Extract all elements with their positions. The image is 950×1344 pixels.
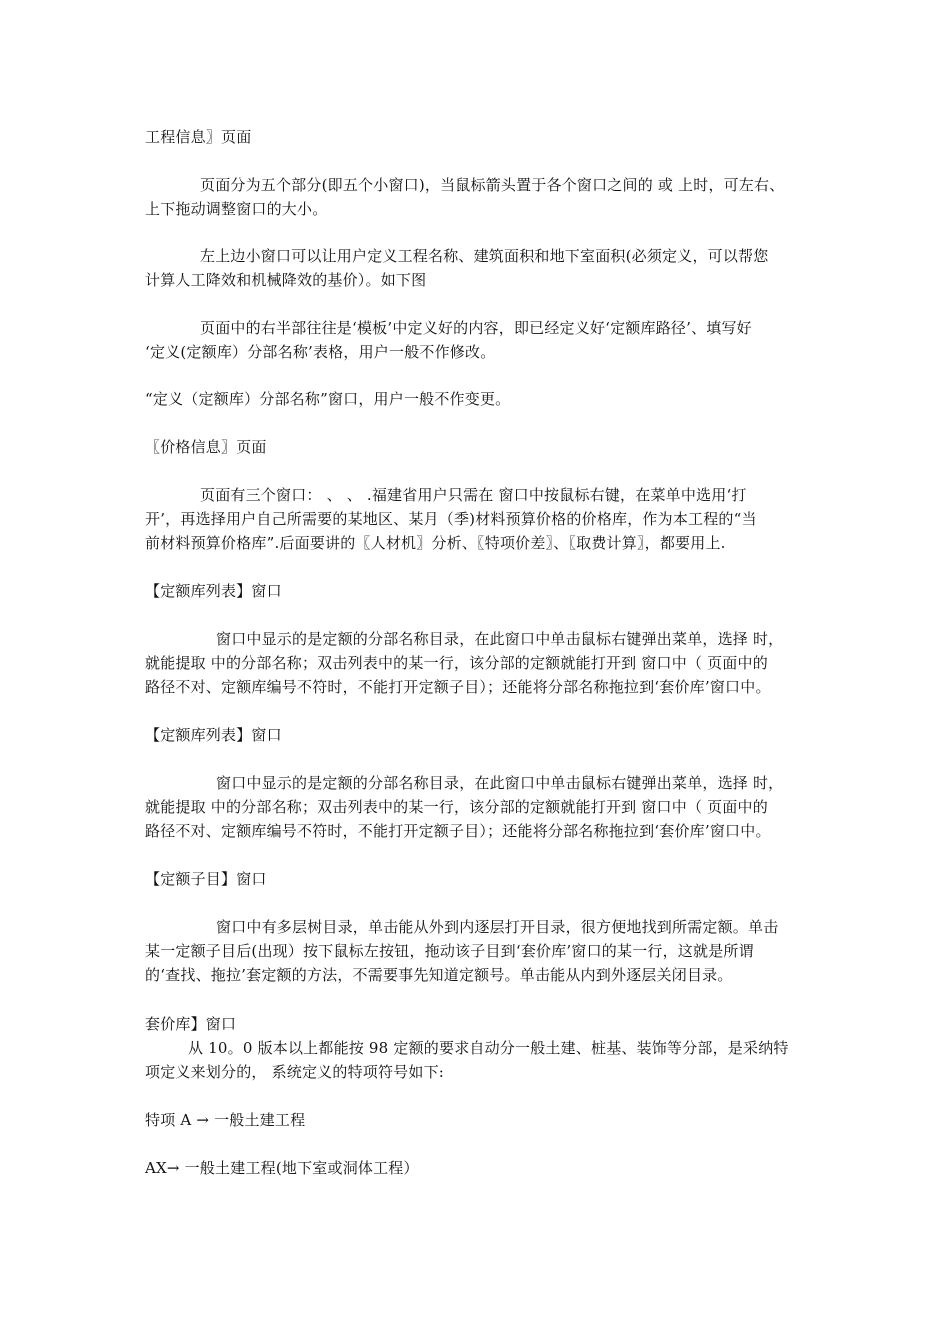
paragraph-line: 上下拖动调整窗口的大小。 [145, 200, 328, 218]
heading-price-lib: 套价库】窗口 [145, 1015, 237, 1033]
paragraph-line: 页面中的右半部往往是‘模板’中定义好的内容，即已经定义好‘定额库路径’、填写好 [200, 319, 752, 337]
special-item-ax: AX→ 一般土建工程(地下室或洞体工程） [145, 1159, 419, 1177]
paragraph-line: 左上边小窗口可以让用户定义工程名称、建筑面积和地下室面积(必须定义，可以帮您 [200, 247, 769, 265]
paragraph-line: 窗口中显示的是定额的分部名称目录，在此窗口中单击鼠标右键弹出菜单，选择 时， [216, 774, 784, 792]
paragraph-line: 开’，再选择用户自己所需要的某地区、某月（季)材料预算价格的价格库，作为本工程的“当 [145, 510, 757, 528]
paragraph-line: 路径不对、定额库编号不符时，不能打开定额子目）；还能将分部名称拖拉到‘套价库’窗口中。 [145, 678, 771, 696]
heading-quota-item: 【定额子目】窗口 [145, 870, 267, 888]
paragraph-line: 就能提取 中的分部名称；双击列表中的某一行，该分部的定额就能打开到 窗口中（ 页面中的 [145, 654, 768, 672]
paragraph-line: 页面有三个窗口： 、 、 .福建省用户只需在 窗口中按鼠标右键，在菜单中选用‘打 [200, 486, 747, 504]
heading-quota-list: 【定额库列表】窗口 [145, 582, 282, 600]
heading-price-info: 〖价格信息〗页面 [145, 438, 267, 456]
heading-engineering-info: 工程信息〗页面 [145, 128, 252, 146]
heading-quota-list: 【定额库列表】窗口 [145, 726, 282, 744]
paragraph-line: 前材料预算价格库”.后面要讲的〖人材机〗分析、〖特项价差〗、〖取费计算〗，都要用上. [145, 534, 726, 552]
paragraph-line: 路径不对、定额库编号不符时，不能打开定额子目）；还能将分部名称拖拉到‘套价库’窗口中。 [145, 822, 771, 840]
paragraph-line: 某一定额子目后(出现）按下鼠标左按钮，拖动该子目到‘套价库’窗口的某一行，这就是所谓 [145, 942, 754, 960]
paragraph-line: 窗口中有多层树目录，单击能从外到内逐层打开目录，很方便地找到所需定额。单击 [216, 918, 779, 936]
special-item-a: 特项 A → 一般土建工程 [145, 1111, 306, 1129]
paragraph-line: 页面分为五个部分(即五个小窗口)，当鼠标箭头置于各个窗口之间的 或 上时，可左右、 [200, 176, 785, 194]
paragraph-line: “定义（定额库）分部名称”窗口，用户一般不作变更。 [145, 390, 511, 408]
paragraph-line: 的‘查找、拖拉’套定额的方法，不需要事先知道定额号。单击能从内到外逐层关闭目录。 [145, 966, 733, 984]
paragraph-line: 就能提取 中的分部名称；双击列表中的某一行，该分部的定额就能打开到 窗口中（ 页面中的 [145, 798, 768, 816]
paragraph-line: 计算人工降效和机械降效的基价）。如下图 [145, 271, 427, 289]
paragraph-line: 从 10。0 版本以上都能按 98 定额的要求自动分一般土建、桩基、装饰等分部，是采纳特 [188, 1039, 789, 1057]
paragraph-line: 项定义来划分的， 系统定义的特项符号如下: [145, 1063, 445, 1081]
paragraph-line: 窗口中显示的是定额的分部名称目录，在此窗口中单击鼠标右键弹出菜单，选择 时， [216, 630, 784, 648]
paragraph-line: ‘定义(定额库）分部名称’表格，用户一般不作修改。 [145, 343, 496, 361]
